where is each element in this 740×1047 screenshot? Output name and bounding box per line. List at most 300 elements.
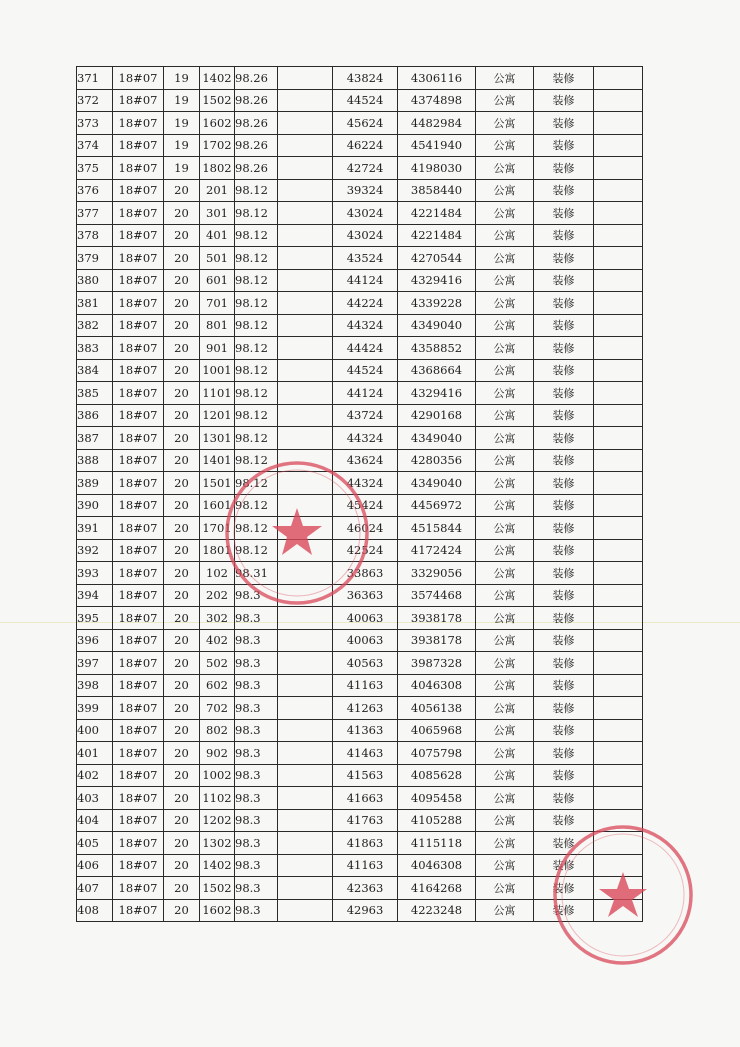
empty-cell	[278, 584, 333, 607]
area-cell: 98.26	[235, 112, 278, 135]
usage-cell: 公寓	[476, 359, 534, 382]
usage-cell: 公寓	[476, 674, 534, 697]
building-cell: 18#07	[113, 517, 164, 540]
table-row	[77, 899, 643, 922]
area-cell: 98.3	[235, 809, 278, 832]
empty-cell	[278, 247, 333, 270]
usage-cell: 公寓	[476, 832, 534, 855]
row-number: 385	[77, 382, 113, 405]
table-row	[77, 809, 643, 832]
building-cell: 18#07	[113, 742, 164, 765]
table-row	[77, 382, 643, 405]
table-row	[77, 292, 643, 315]
floor-cell: 20	[164, 539, 200, 562]
usage-cell: 公寓	[476, 337, 534, 360]
floor-cell: 19	[164, 112, 200, 135]
decoration-cell: 装修	[534, 427, 594, 450]
table-row	[77, 697, 643, 720]
decoration-cell: 装修	[534, 314, 594, 337]
room-cell: 702	[200, 697, 235, 720]
room-cell: 1301	[200, 427, 235, 450]
usage-cell: 公寓	[476, 247, 534, 270]
room-cell: 1001	[200, 359, 235, 382]
usage-cell: 公寓	[476, 179, 534, 202]
row-number: 401	[77, 742, 113, 765]
floor-cell: 20	[164, 404, 200, 427]
table-row	[77, 359, 643, 382]
total-price-cell: 4172424	[398, 539, 476, 562]
unit-price-cell: 41263	[333, 697, 398, 720]
empty-cell	[278, 202, 333, 225]
usage-cell: 公寓	[476, 112, 534, 135]
building-cell: 18#07	[113, 134, 164, 157]
price-table	[76, 66, 643, 922]
row-number: 408	[77, 899, 113, 922]
empty-cell	[278, 224, 333, 247]
decoration-cell: 装修	[534, 224, 594, 247]
table-row	[77, 674, 643, 697]
empty-cell	[594, 337, 643, 360]
floor-cell: 20	[164, 562, 200, 585]
building-cell: 18#07	[113, 449, 164, 472]
row-number: 382	[77, 314, 113, 337]
building-cell: 18#07	[113, 854, 164, 877]
decoration-cell: 装修	[534, 629, 594, 652]
empty-cell	[278, 697, 333, 720]
table-row	[77, 134, 643, 157]
decoration-cell: 装修	[534, 562, 594, 585]
room-cell: 701	[200, 292, 235, 315]
empty-cell	[278, 269, 333, 292]
row-number: 393	[77, 562, 113, 585]
empty-cell	[278, 719, 333, 742]
unit-price-cell: 43824	[333, 67, 398, 90]
area-cell: 98.3	[235, 674, 278, 697]
row-number: 387	[77, 427, 113, 450]
row-number: 395	[77, 607, 113, 630]
empty-cell	[594, 202, 643, 225]
decoration-cell: 装修	[534, 89, 594, 112]
usage-cell: 公寓	[476, 877, 534, 900]
decoration-cell: 装修	[534, 269, 594, 292]
empty-cell	[594, 809, 643, 832]
usage-cell: 公寓	[476, 449, 534, 472]
building-cell: 18#07	[113, 607, 164, 630]
area-cell: 98.12	[235, 337, 278, 360]
area-cell: 98.26	[235, 89, 278, 112]
area-cell: 98.12	[235, 472, 278, 495]
floor-cell: 20	[164, 832, 200, 855]
decoration-cell: 装修	[534, 202, 594, 225]
empty-cell	[278, 359, 333, 382]
table-row	[77, 652, 643, 675]
empty-cell	[278, 179, 333, 202]
floor-cell: 20	[164, 314, 200, 337]
room-cell: 1801	[200, 539, 235, 562]
room-cell: 1302	[200, 832, 235, 855]
row-number: 386	[77, 404, 113, 427]
total-price-cell: 4290168	[398, 404, 476, 427]
unit-price-cell: 43624	[333, 449, 398, 472]
floor-cell: 19	[164, 134, 200, 157]
empty-cell	[278, 629, 333, 652]
decoration-cell: 装修	[534, 292, 594, 315]
area-cell: 98.3	[235, 742, 278, 765]
usage-cell: 公寓	[476, 584, 534, 607]
area-cell: 98.3	[235, 899, 278, 922]
empty-cell	[594, 382, 643, 405]
empty-cell	[594, 742, 643, 765]
total-price-cell: 4349040	[398, 314, 476, 337]
room-cell: 1402	[200, 854, 235, 877]
row-number: 398	[77, 674, 113, 697]
building-cell: 18#07	[113, 472, 164, 495]
row-number: 404	[77, 809, 113, 832]
empty-cell	[278, 539, 333, 562]
empty-cell	[594, 787, 643, 810]
area-cell: 98.3	[235, 764, 278, 787]
empty-cell	[278, 787, 333, 810]
floor-cell: 20	[164, 359, 200, 382]
empty-cell	[278, 314, 333, 337]
unit-price-cell: 44124	[333, 269, 398, 292]
row-number: 371	[77, 67, 113, 90]
table-row	[77, 157, 643, 180]
area-cell: 98.12	[235, 224, 278, 247]
area-cell: 98.3	[235, 719, 278, 742]
floor-cell: 20	[164, 337, 200, 360]
empty-cell	[278, 472, 333, 495]
total-price-cell: 3329056	[398, 562, 476, 585]
decoration-cell: 装修	[534, 787, 594, 810]
decoration-cell: 装修	[534, 809, 594, 832]
row-number: 402	[77, 764, 113, 787]
total-price-cell: 4329416	[398, 269, 476, 292]
unit-price-cell: 46024	[333, 517, 398, 540]
table-row	[77, 787, 643, 810]
building-cell: 18#07	[113, 697, 164, 720]
empty-cell	[278, 67, 333, 90]
floor-cell: 20	[164, 674, 200, 697]
room-cell: 602	[200, 674, 235, 697]
empty-cell	[594, 494, 643, 517]
empty-cell	[594, 584, 643, 607]
building-cell: 18#07	[113, 719, 164, 742]
area-cell: 98.12	[235, 247, 278, 270]
total-price-cell: 4046308	[398, 854, 476, 877]
row-number: 405	[77, 832, 113, 855]
unit-price-cell: 40563	[333, 652, 398, 675]
room-cell: 301	[200, 202, 235, 225]
empty-cell	[278, 449, 333, 472]
row-number: 375	[77, 157, 113, 180]
total-price-cell: 4515844	[398, 517, 476, 540]
area-cell: 98.12	[235, 314, 278, 337]
unit-price-cell: 43024	[333, 224, 398, 247]
building-cell: 18#07	[113, 652, 164, 675]
room-cell: 1502	[200, 877, 235, 900]
room-cell: 1002	[200, 764, 235, 787]
total-price-cell: 4198030	[398, 157, 476, 180]
table-row	[77, 269, 643, 292]
floor-cell: 20	[164, 764, 200, 787]
floor-cell: 20	[164, 269, 200, 292]
table-row	[77, 472, 643, 495]
total-price-cell: 4349040	[398, 472, 476, 495]
unit-price-cell: 41163	[333, 854, 398, 877]
table-row	[77, 607, 643, 630]
row-number: 372	[77, 89, 113, 112]
table-row	[77, 89, 643, 112]
empty-cell	[278, 742, 333, 765]
room-cell: 1402	[200, 67, 235, 90]
building-cell: 18#07	[113, 359, 164, 382]
area-cell: 98.12	[235, 382, 278, 405]
building-cell: 18#07	[113, 67, 164, 90]
usage-cell: 公寓	[476, 562, 534, 585]
empty-cell	[594, 877, 643, 900]
empty-cell	[594, 719, 643, 742]
floor-cell: 20	[164, 427, 200, 450]
unit-price-cell: 36363	[333, 584, 398, 607]
empty-cell	[278, 494, 333, 517]
building-cell: 18#07	[113, 877, 164, 900]
area-cell: 98.3	[235, 607, 278, 630]
total-price-cell: 4270544	[398, 247, 476, 270]
empty-cell	[594, 157, 643, 180]
table-row	[77, 247, 643, 270]
usage-cell: 公寓	[476, 629, 534, 652]
decoration-cell: 装修	[534, 134, 594, 157]
table-row	[77, 112, 643, 135]
total-price-cell: 4339228	[398, 292, 476, 315]
building-cell: 18#07	[113, 584, 164, 607]
row-number: 379	[77, 247, 113, 270]
usage-cell: 公寓	[476, 854, 534, 877]
room-cell: 1501	[200, 472, 235, 495]
decoration-cell: 装修	[534, 832, 594, 855]
room-cell: 302	[200, 607, 235, 630]
unit-price-cell: 33863	[333, 562, 398, 585]
room-cell: 902	[200, 742, 235, 765]
room-cell: 1502	[200, 89, 235, 112]
total-price-cell: 4075798	[398, 742, 476, 765]
building-cell: 18#07	[113, 764, 164, 787]
empty-cell	[278, 832, 333, 855]
usage-cell: 公寓	[476, 607, 534, 630]
usage-cell: 公寓	[476, 719, 534, 742]
unit-price-cell: 42524	[333, 539, 398, 562]
usage-cell: 公寓	[476, 517, 534, 540]
decoration-cell: 装修	[534, 652, 594, 675]
building-cell: 18#07	[113, 494, 164, 517]
decoration-cell: 装修	[534, 337, 594, 360]
empty-cell	[594, 67, 643, 90]
table-row	[77, 742, 643, 765]
total-price-cell: 4329416	[398, 382, 476, 405]
total-price-cell: 4085628	[398, 764, 476, 787]
total-price-cell: 3987328	[398, 652, 476, 675]
decoration-cell: 装修	[534, 607, 594, 630]
floor-cell: 20	[164, 494, 200, 517]
area-cell: 98.3	[235, 787, 278, 810]
empty-cell	[594, 607, 643, 630]
unit-price-cell: 44324	[333, 314, 398, 337]
area-cell: 98.12	[235, 269, 278, 292]
room-cell: 1401	[200, 449, 235, 472]
area-cell: 98.3	[235, 854, 278, 877]
empty-cell	[594, 854, 643, 877]
floor-cell: 20	[164, 652, 200, 675]
total-price-cell: 3938178	[398, 629, 476, 652]
empty-cell	[278, 157, 333, 180]
building-cell: 18#07	[113, 832, 164, 855]
table-row	[77, 719, 643, 742]
room-cell: 1102	[200, 787, 235, 810]
floor-cell: 19	[164, 67, 200, 90]
row-number: 390	[77, 494, 113, 517]
building-cell: 18#07	[113, 337, 164, 360]
usage-cell: 公寓	[476, 697, 534, 720]
floor-cell: 20	[164, 809, 200, 832]
row-number: 384	[77, 359, 113, 382]
row-number: 389	[77, 472, 113, 495]
row-number: 388	[77, 449, 113, 472]
table-row	[77, 854, 643, 877]
unit-price-cell: 44324	[333, 472, 398, 495]
unit-price-cell: 43524	[333, 247, 398, 270]
room-cell: 1101	[200, 382, 235, 405]
room-cell: 801	[200, 314, 235, 337]
floor-cell: 20	[164, 472, 200, 495]
row-number: 378	[77, 224, 113, 247]
table-row	[77, 337, 643, 360]
decoration-cell: 装修	[534, 382, 594, 405]
usage-cell: 公寓	[476, 899, 534, 922]
building-cell: 18#07	[113, 292, 164, 315]
building-cell: 18#07	[113, 382, 164, 405]
floor-cell: 20	[164, 607, 200, 630]
building-cell: 18#07	[113, 427, 164, 450]
floor-cell: 20	[164, 719, 200, 742]
decoration-cell: 装修	[534, 157, 594, 180]
total-price-cell: 4056138	[398, 697, 476, 720]
empty-cell	[594, 89, 643, 112]
table-row	[77, 832, 643, 855]
building-cell: 18#07	[113, 629, 164, 652]
area-cell: 98.26	[235, 134, 278, 157]
row-number: 392	[77, 539, 113, 562]
empty-cell	[594, 314, 643, 337]
usage-cell: 公寓	[476, 314, 534, 337]
row-number: 381	[77, 292, 113, 315]
table-row	[77, 404, 643, 427]
empty-cell	[278, 404, 333, 427]
table-row	[77, 517, 643, 540]
usage-cell: 公寓	[476, 134, 534, 157]
unit-price-cell: 44224	[333, 292, 398, 315]
total-price-cell: 4221484	[398, 224, 476, 247]
area-cell: 98.12	[235, 404, 278, 427]
building-cell: 18#07	[113, 157, 164, 180]
empty-cell	[594, 247, 643, 270]
total-price-cell: 4482984	[398, 112, 476, 135]
table-row	[77, 584, 643, 607]
building-cell: 18#07	[113, 112, 164, 135]
decoration-cell: 装修	[534, 67, 594, 90]
unit-price-cell: 44324	[333, 427, 398, 450]
area-cell: 98.3	[235, 697, 278, 720]
decoration-cell: 装修	[534, 472, 594, 495]
floor-cell: 20	[164, 517, 200, 540]
area-cell: 98.3	[235, 877, 278, 900]
empty-cell	[278, 112, 333, 135]
table-row	[77, 494, 643, 517]
building-cell: 18#07	[113, 89, 164, 112]
unit-price-cell: 40063	[333, 629, 398, 652]
empty-cell	[594, 562, 643, 585]
empty-cell	[594, 449, 643, 472]
table-row	[77, 449, 643, 472]
total-price-cell: 4223248	[398, 899, 476, 922]
table-row	[77, 67, 643, 90]
area-cell: 98.12	[235, 179, 278, 202]
room-cell: 802	[200, 719, 235, 742]
decoration-cell: 装修	[534, 449, 594, 472]
empty-cell	[594, 472, 643, 495]
decoration-cell: 装修	[534, 742, 594, 765]
empty-cell	[278, 607, 333, 630]
room-cell: 1701	[200, 517, 235, 540]
floor-cell: 20	[164, 742, 200, 765]
unit-price-cell: 42963	[333, 899, 398, 922]
unit-price-cell: 41163	[333, 674, 398, 697]
area-cell: 98.3	[235, 652, 278, 675]
unit-price-cell: 44424	[333, 337, 398, 360]
total-price-cell: 4115118	[398, 832, 476, 855]
empty-cell	[594, 899, 643, 922]
empty-cell	[278, 427, 333, 450]
usage-cell: 公寓	[476, 787, 534, 810]
area-cell: 98.26	[235, 67, 278, 90]
room-cell: 901	[200, 337, 235, 360]
usage-cell: 公寓	[476, 202, 534, 225]
row-number: 376	[77, 179, 113, 202]
usage-cell: 公寓	[476, 404, 534, 427]
table-row	[77, 224, 643, 247]
unit-price-cell: 42363	[333, 877, 398, 900]
table-body	[77, 67, 643, 922]
floor-cell: 20	[164, 787, 200, 810]
table-row	[77, 539, 643, 562]
room-cell: 202	[200, 584, 235, 607]
decoration-cell: 装修	[534, 517, 594, 540]
building-cell: 18#07	[113, 269, 164, 292]
floor-cell: 20	[164, 449, 200, 472]
usage-cell: 公寓	[476, 742, 534, 765]
row-number: 391	[77, 517, 113, 540]
building-cell: 18#07	[113, 224, 164, 247]
empty-cell	[594, 697, 643, 720]
decoration-cell: 装修	[534, 899, 594, 922]
usage-cell: 公寓	[476, 427, 534, 450]
unit-price-cell: 43724	[333, 404, 398, 427]
decoration-cell: 装修	[534, 539, 594, 562]
building-cell: 18#07	[113, 809, 164, 832]
unit-price-cell: 41763	[333, 809, 398, 832]
room-cell: 1601	[200, 494, 235, 517]
empty-cell	[594, 359, 643, 382]
